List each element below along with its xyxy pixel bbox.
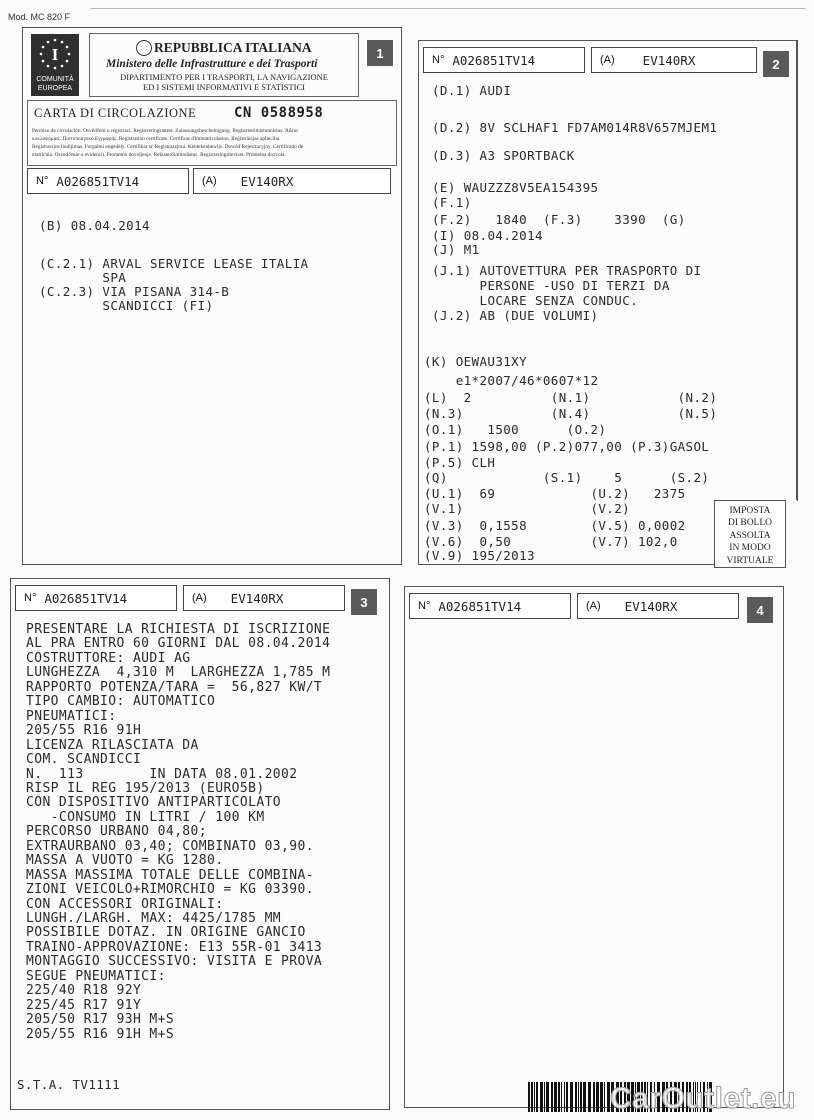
panel-3-note-line: TIPO CAMBIO: AUTOMATICO	[26, 694, 216, 710]
doc-number: A026851TV14	[44, 590, 128, 606]
panel-2-field-line: (F.1)	[432, 195, 472, 210]
holder-address-line-1: (C.2.3) VIA PISANA 314-B	[39, 284, 230, 299]
doc-number: A026851TV14	[452, 52, 536, 68]
panel-2-field-line: (D.3) A3 SPORTBACK	[432, 148, 575, 163]
eu-country-code: I	[51, 45, 59, 64]
panel-3-note-line: LICENZA RILASCIATA DA	[26, 737, 199, 753]
panel-3-note-line: EXTRAURBANO 03,40; COMBINATO 03,90.	[26, 838, 314, 854]
panel-2-field-line: (J.2) AB (DUE VOLUMI)	[432, 308, 599, 323]
barcode-bar	[536, 1082, 538, 1112]
multilang-line-2: κυκλοφορίας. Πιστοποιητικό Εγγραφής. Registration certificate. Certificat d'immatriculation. Reģistrācijas apliecība.	[32, 136, 281, 142]
eu-label-2: EUROPEA	[37, 85, 73, 92]
panel-2-field-line: (D.2) 8V SCLHAF1 FD7AM014R8V657MJEM1	[432, 120, 718, 135]
panel-2-field-line: (J.1) AUTOVETTURA PER TRASPORTO DI	[432, 263, 702, 278]
panel-3-note-line: MONTAGGIO SUCCESSIVO: VISITA E PROVA	[26, 954, 323, 970]
panel-number-4: 4	[747, 597, 773, 623]
panel-2-right-border	[796, 40, 797, 500]
doc-number-box	[27, 168, 189, 194]
a-label: (A)	[192, 592, 207, 604]
plate-box-3	[183, 585, 345, 611]
registration-date-b: (B) 08.04.2014	[39, 218, 150, 233]
barcode-bar	[554, 1082, 557, 1112]
form-model-label: Mod. MC 820 F	[8, 12, 71, 22]
panel-2-left-border	[418, 40, 419, 565]
ministry-header	[89, 33, 359, 97]
barcode-bar	[575, 1082, 577, 1112]
barcode-bar	[540, 1082, 543, 1112]
panel-3-note-line: N. 113 IN DATA 08.01.2002	[26, 766, 298, 782]
barcode-bar	[531, 1082, 533, 1112]
card-title: CARTA DI CIRCOLAZIONE	[34, 106, 197, 120]
n-label: N°	[36, 175, 49, 187]
plate-box-4	[577, 593, 739, 619]
panel-number-1: 1	[367, 40, 393, 66]
panel-3-note-line: 205/55 R16 91H M+S	[26, 1026, 175, 1042]
panel-3-note-line: -CONSUMO IN LITRI / 100 KM	[26, 809, 265, 825]
tax-stamp-line: IMPOSTA	[729, 506, 771, 516]
panel-3-note-line: PRESENTARE LA RICHIESTA DI ISCRIZIONE	[26, 622, 331, 637]
tax-stamp-line: IN MODO	[729, 543, 771, 554]
panel-3-note-line: AL PRA ENTRO 60 GIORNI DAL 08.04.2014	[26, 636, 331, 652]
panel-2-field-line: (N.3) (N.4) (N.5)	[424, 406, 718, 421]
holder-name-line-1: (C.2.1) ARVAL SERVICE LEASE ITALIA	[39, 256, 309, 271]
panel-2-field-line: (V.3) 0,1558 (V.5) 0,0002	[424, 518, 686, 533]
panel-3-note-line: LUNGHEZZA 4,310 M LARGHEZZA 1,785 M	[26, 665, 331, 681]
panel-number-3: 3	[351, 589, 377, 615]
doc-number-box-4	[409, 593, 571, 619]
panel-3-note-line: RISP IL REG 195/2013 (EURO5B)	[26, 780, 265, 796]
barcode-bar	[566, 1082, 568, 1112]
panel-number-2: 2	[763, 51, 789, 77]
top-edge-line	[90, 8, 806, 9]
eu-label-1: COMUNITÀ	[36, 76, 74, 83]
barcode-bar	[588, 1082, 591, 1112]
panel-3-note-line: SEGUE PNEUMATICI:	[26, 968, 166, 984]
eu-flag	[31, 34, 79, 96]
panel-3-note-line: LUNGH./LARGH. MAX: 4425/1785 MM	[26, 911, 282, 926]
plate-number: EV140RX	[642, 52, 696, 68]
panel-2-field-line: (V.1) (V.2)	[424, 501, 631, 516]
panel-3-note-line: ZIONI VEICOLO+RIMORCHIO = KG 03390.	[26, 882, 314, 898]
plate-number: EV140RX	[624, 598, 678, 614]
barcode-bar	[580, 1082, 582, 1112]
multilang-line-4: matrícula. Osvedčenie o evidencii. Prometno dovoljenje. Rekisteröintitodistus. Registreringsbeviset. Prometna dozvola.	[32, 152, 286, 158]
doc-number-box-3	[15, 585, 177, 611]
n-label: N°	[24, 592, 37, 604]
panel-1	[22, 27, 402, 565]
republic-title: REPUBBLICA ITALIANA	[154, 40, 312, 55]
a-label: (A)	[600, 54, 615, 66]
barcode-bar	[583, 1082, 586, 1112]
watermark-logo: CarOutlet.eu	[610, 1082, 797, 1115]
panel-2-field-line: (O.1) 1500 (O.2)	[424, 422, 607, 437]
department-line-1: DIPARTIMENTO PER I TRASPORTI, LA NAVIGAZIONE	[120, 72, 328, 82]
barcode-bar	[546, 1082, 549, 1112]
panel-2-field-line: e1*2007/46*0607*12	[424, 373, 599, 388]
a-label: (A)	[586, 600, 601, 612]
multilang-line-1: Permiso de circulación. Osvědčení o registraci. Registreringsattest. Zulassungsbescheinigung. Registreerimistunnistus. Άδεια	[32, 128, 298, 134]
panel-2-field-line: LOCARE SENZA CONDUC.	[432, 293, 639, 308]
panel-3-note-line: POSSIBILE DOTAZ. IN ORIGINE GANCIO	[26, 925, 306, 941]
barcode-bar	[528, 1082, 530, 1112]
panel-2-field-line: (L) 2 (N.1) (N.2)	[424, 390, 718, 405]
panel-2-field-line: (E) WAUZZZ8V5EA154395	[432, 180, 599, 195]
panel-3-note-line: COSTRUTTORE: AUDI AG	[26, 650, 191, 666]
holder-address-line-2: SCANDICCI (FI)	[39, 298, 214, 313]
barcode-bar	[578, 1082, 579, 1112]
doc-number: A026851TV14	[56, 173, 140, 189]
barcode-bar	[570, 1082, 573, 1112]
panel-2-field-line: PERSONE -USO DI TERZI DA	[432, 278, 670, 293]
barcode-bar	[534, 1082, 535, 1112]
barcode-bar	[544, 1082, 545, 1112]
panel-2-field-line: (I) 08.04.2014	[432, 228, 543, 243]
department-line-2: ED I SISTEMI INFORMATIVI E STATISTICI	[143, 82, 305, 92]
panel-3-note-line: CON ACCESSORI ORIGINALI:	[26, 896, 224, 912]
panel-3-note-line: 205/50 R17 93H M+S	[26, 1012, 175, 1028]
barcode-bar	[558, 1082, 560, 1112]
panel-3-note-line: PERCORSO URBANO 04,80;	[26, 824, 207, 840]
a-label: (A)	[202, 175, 217, 187]
doc-number-box-2	[423, 47, 585, 73]
tax-stamp-line: DI BOLLO	[727, 518, 773, 529]
panel-2-field-line: (F.2) 1840 (F.3) 3390 (G)	[432, 212, 686, 227]
sta-code: S.T.A. TV1111	[17, 1077, 121, 1092]
panel-2-field-line: (K) OEWAU31XY	[424, 354, 528, 369]
panel-2-field-line: (J) M1	[432, 242, 480, 257]
plate-box-2	[591, 47, 757, 73]
n-label: N°	[432, 54, 445, 66]
panel-2-field-line: (D.1) AUDI	[432, 83, 512, 98]
plate-number: EV140RX	[240, 173, 294, 189]
doc-number: A026851TV14	[438, 598, 522, 614]
card-title-box	[27, 100, 397, 166]
tax-stamp-line: VIRTUALE	[726, 555, 774, 566]
panel-2-field-line: (P.5) CLH	[424, 455, 496, 470]
panel-3-note-line: PNEUMATICI:	[26, 708, 117, 724]
card-number: CN 0588958	[234, 105, 324, 121]
panel-2-field-line: (V.6) 0,50 (V.7) 102,0	[424, 534, 678, 549]
n-label: N°	[418, 600, 431, 612]
tax-stamp-line: ASSOLTA	[729, 530, 771, 541]
panel-3-note-line: 225/45 R17 91Y	[26, 997, 142, 1013]
panel-3-note-line: 205/55 R16 91H	[26, 723, 142, 739]
multilang-line-3: Registracijos liudijimas. Forgalmi engedély. Certifikat ta' Registrazzjoni. Kentekenbewijs. Dowód Rejestracyjny. Certificado de	[32, 144, 304, 150]
barcode-bar	[604, 1082, 605, 1112]
panel-3-note-line: 225/40 R18 92Y	[26, 983, 142, 999]
panel-3-note-line: TRAINO-APPROVAZIONE: E13 55R-01 3413	[26, 939, 323, 955]
emblem-icon	[136, 40, 152, 56]
panel-3-note-line: RAPPORTO POTENZA/TARA = 56,827 KW/T	[26, 679, 323, 695]
plate-number: EV140RX	[230, 590, 284, 606]
panel-3-note-line: COM. SCANDICCI	[26, 752, 142, 768]
panel-3-note-line: MASSA MASSIMA TOTALE DELLE COMBINA-	[26, 867, 314, 883]
barcode-bar	[561, 1082, 562, 1112]
panel-2-field-line: (Q) (S.1) 5 (S.2)	[424, 470, 710, 485]
holder-name-line-2: SPA	[39, 270, 127, 285]
barcode-bar	[593, 1082, 595, 1112]
barcode-bar	[564, 1082, 565, 1112]
panel-2-field-line: (V.9) 195/2013	[424, 548, 535, 563]
panel-4	[404, 586, 784, 1108]
plate-box	[193, 168, 391, 194]
ministry-name: Ministero delle Infrastrutture e dei Trasporti	[106, 58, 318, 70]
barcode-bar	[596, 1082, 599, 1112]
panel-2-field-line: (U.1) 69 (U.2) 2375	[424, 486, 686, 501]
tax-stamp	[714, 500, 786, 568]
barcode-bar	[600, 1082, 603, 1112]
panel-3-note-line: CON DISPOSITIVO ANTIPARTICOLATO	[26, 795, 282, 811]
panel-2-field-line: (P.1) 1598,00 (P.2)077,00 (P.3)GASOL	[424, 439, 710, 454]
panel-3-note-line: MASSA A VUOTO = KG 1280.	[26, 853, 224, 869]
barcode-bar	[551, 1082, 553, 1112]
panel-2-bottom-border	[418, 564, 714, 565]
